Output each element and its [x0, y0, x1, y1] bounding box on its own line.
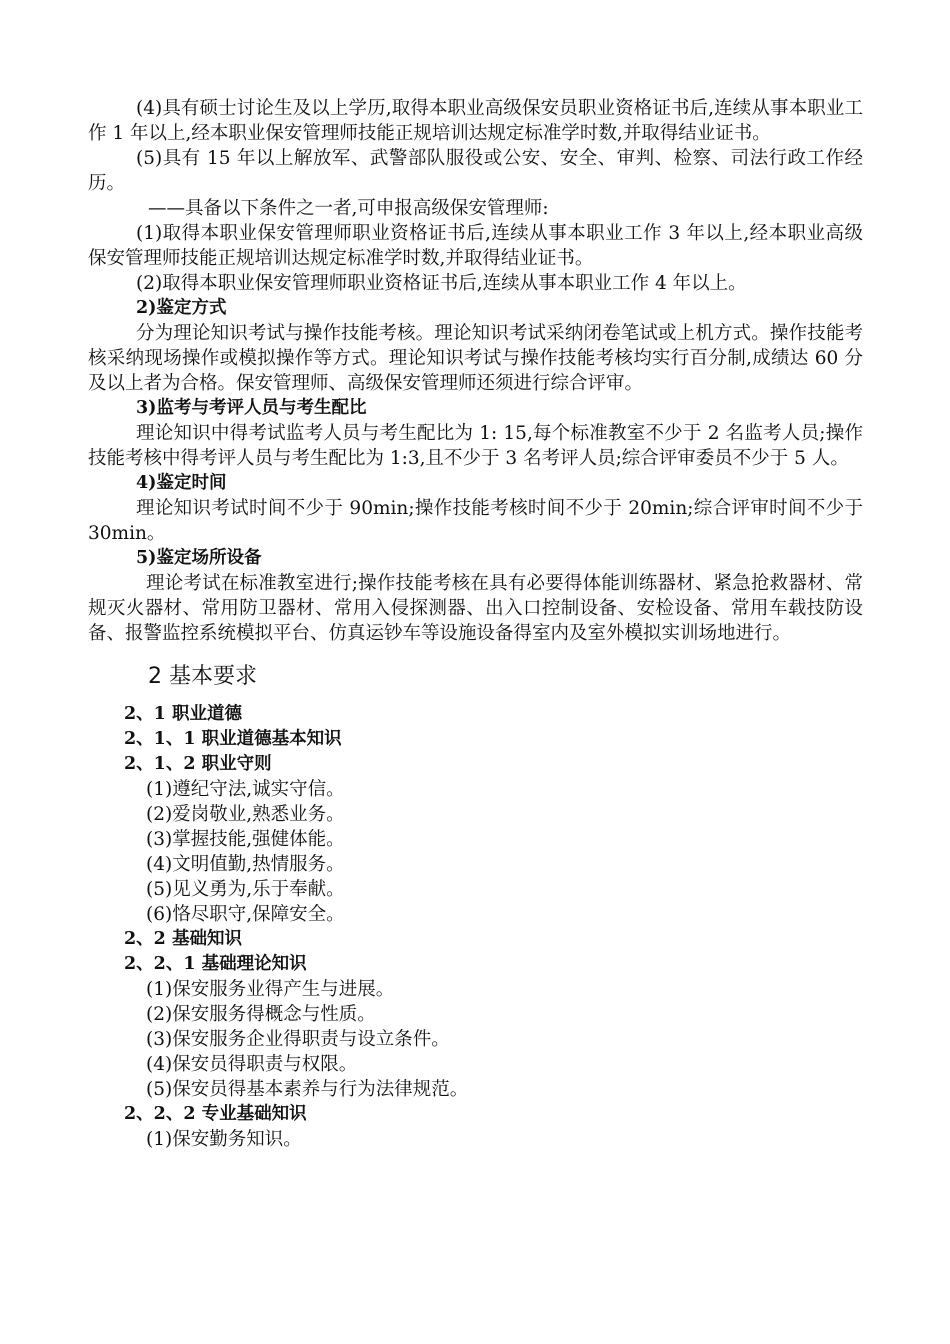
heading-appraisal-time: 4)鉴定时间 — [136, 473, 227, 493]
list-item: (1)保安服务业得产生与进展。 — [146, 979, 395, 1000]
chapter-title: 2 基本要求 — [148, 664, 257, 689]
list-item: (3)掌握技能,强健体能。 — [146, 829, 345, 850]
paragraph-condition-5: (5)具有 15 年以上解放军、武警部队服役或公安、安全、审判、检察、司法行政工作经历。 — [88, 148, 863, 194]
heading-appraisal-method: 2)鉴定方式 — [136, 298, 227, 318]
list-item: (4)保安员得职责与权限。 — [146, 1054, 358, 1075]
section-2-1-1: 2、1、1 职业道德基本知识 — [124, 729, 342, 749]
list-item: (3)保安服务企业得职责与设立条件。 — [146, 1029, 450, 1050]
paragraph-appraisal-venue: 理论考试在标准教室进行;操作技能考核在具有必要得体能训练器材、紧急抢救器材、常规灭火器材、常用防卫器材、常用入侵探测器、出入口控制设备、安检设备、常用车载技防设备、报警监控系统模拟平台、仿真运钞车等设施设备得室内及室外模拟实训场地进行。 — [88, 573, 863, 644]
section-2-2-2: 2、2、2 专业基础知识 — [124, 1104, 307, 1124]
list-item: (2)爱岗敬业,熟悉业务。 — [146, 804, 345, 825]
paragraph-senior-condition-1: (1)取得本职业保安管理师职业资格证书后,连续从事本职业工作 3 年以上,经本职业高级保安管理师技能正规培训达规定标准学时数,并取得结业证书。 — [88, 223, 863, 269]
section-2-2: 2、2 基础知识 — [124, 929, 242, 949]
paragraph-condition-4: (4)具有硕士讨论生及以上学历,取得本职业高级保安员职业资格证书后,连续从事本职业工作 1 年以上,经本职业保安管理师技能正规培训达规定标准学时数,并取得结业证书。 — [88, 98, 863, 144]
section-2-1: 2、1 职业道德 — [124, 704, 242, 724]
section-2-1-2: 2、1、2 职业守则 — [124, 754, 272, 774]
list-item: (4)文明值勤,热情服务。 — [146, 854, 345, 875]
section-2-2-1: 2、2、1 基础理论知识 — [124, 954, 307, 974]
list-item: (5)见义勇为,乐于奉献。 — [146, 879, 345, 900]
paragraph-appraisal-method: 分为理论知识考试与操作技能考核。理论知识考试采纳闭卷笔试或上机方式。操作技能考核采纳现场操作或模拟操作等方式。理论知识考试与操作技能考核均实行百分制,成绩达 60 分及以上者为合格。保安管理师、高级保安管理师还须进行综合评审。 — [88, 323, 863, 394]
list-item: (1)遵纪守法,诚实守信。 — [146, 779, 345, 800]
paragraph-appraisal-time: 理论知识考试时间不少于 90min;操作技能考核时间不少于 20min;综合评审时间不少于 30min。 — [88, 498, 863, 544]
heading-proctor-ratio: 3)监考与考评人员与考生配比 — [136, 398, 367, 418]
list-item: (1)保安勤务知识。 — [146, 1129, 302, 1150]
list-item: (5)保安员得基本素养与行为法律规范。 — [146, 1079, 469, 1100]
list-item: (6)恪尽职守,保障安全。 — [146, 904, 345, 925]
list-item: (2)保安服务得概念与性质。 — [146, 1004, 376, 1025]
paragraph-proctor-ratio: 理论知识中得考试监考人员与考生配比为 1: 15,每个标准教室不少于 2 名监考人员;操作技能考核中得考评人员与考生配比为 1:3,且不少于 3 名考评人员;综合评审委员不少于 5 人。 — [88, 423, 863, 469]
document-page — [88, 96, 863, 1152]
heading-appraisal-venue: 5)鉴定场所设备 — [136, 548, 262, 568]
paragraph-senior-condition-2: (2)取得本职业保安管理师职业资格证书后,连续从事本职业工作 4 年以上。 — [136, 273, 747, 294]
paragraph-senior-conditions: ——具备以下条件之一者,可申报高级保安管理师: — [148, 198, 549, 219]
